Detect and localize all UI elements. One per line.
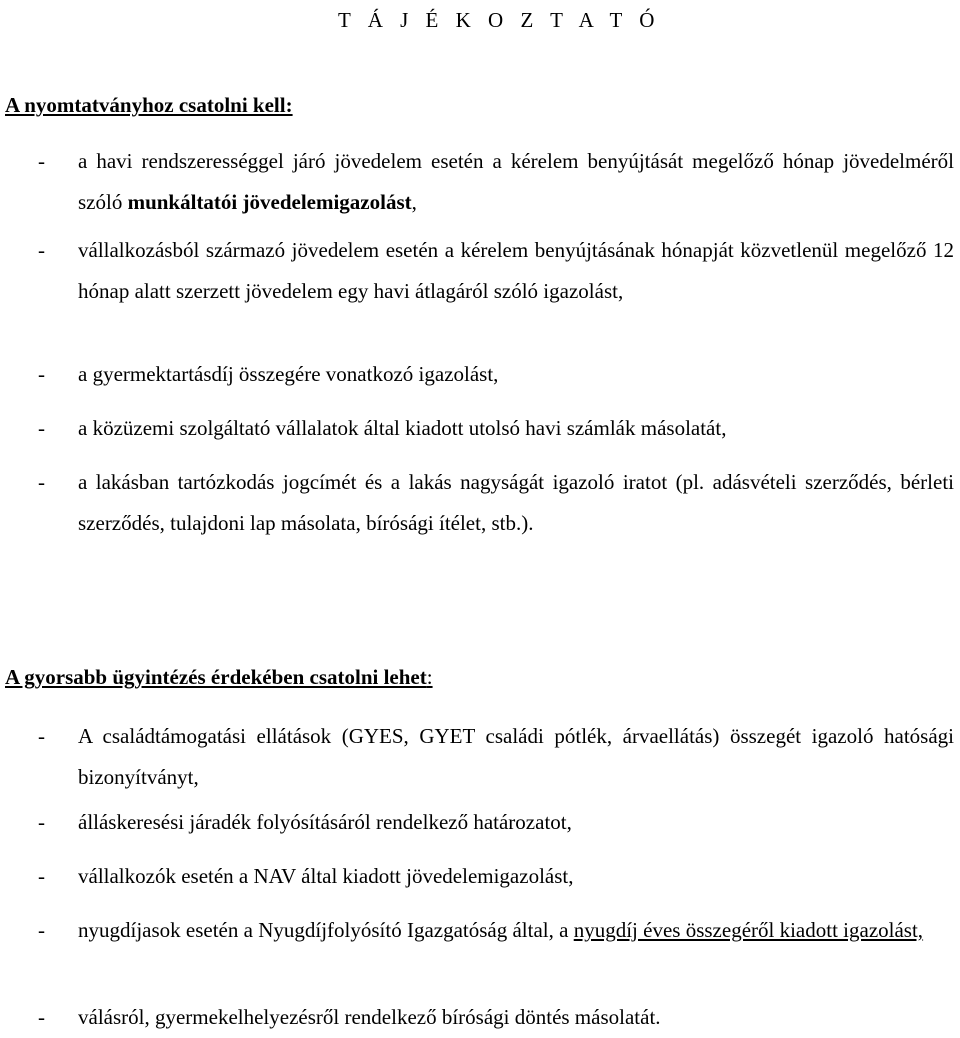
list-dash: - <box>38 362 45 386</box>
list-dash: - <box>38 1005 45 1029</box>
list-item <box>0 856 960 897</box>
list-item-text: vállalkozók esetén a NAV által kiadott jövedelemigazolást, <box>78 864 574 888</box>
document-title: T Á J É K O Z T A T Ó <box>338 8 661 32</box>
pension-amount-certificate: nyugdíj éves összegéről kiadott igazolást, <box>573 918 924 942</box>
employer-income-certificate: munkáltatói jövedelemigazolást <box>127 190 412 214</box>
list-item <box>0 230 960 312</box>
list-item <box>0 997 960 1038</box>
list-dash: - <box>38 810 45 834</box>
list-dash: - <box>38 864 45 888</box>
list-dash: - <box>38 416 45 440</box>
list-item <box>0 354 960 395</box>
list-item <box>0 910 960 951</box>
list-dash: - <box>38 238 45 262</box>
list-item <box>0 408 960 449</box>
list-item-text: válásról, gyermekelhelyezésről rendelkező bírósági döntés másolatát. <box>78 1005 661 1029</box>
list-item-text: a közüzemi szolgáltató vállalatok által kiadott utolsó havi számlák másolatát, <box>78 416 727 440</box>
list-item-text: a gyermektartásdíj összegére vonatkozó igazolást, <box>78 362 499 386</box>
list-dash: - <box>38 149 45 173</box>
list-dash: - <box>38 918 45 942</box>
section-required-heading: A nyomtatványhoz csatolni kell: <box>5 93 293 117</box>
list-item-text: a havi rendszerességgel járó jövedelem esetén a kérelem benyújtását megelőző hónap jövedelméről szóló munkáltatói jövedelemigazolást, <box>78 149 954 214</box>
section-optional-heading: A gyorsabb ügyintézés érdekében csatolni lehet: <box>5 665 433 689</box>
list-item <box>0 716 960 798</box>
list-item <box>0 462 960 544</box>
list-item <box>0 802 960 843</box>
list-dash: - <box>38 470 45 494</box>
list-item-text: nyugdíjasok esetén a Nyugdíjfolyósító Igazgatóság által, a nyugdíj éves összegéről kiadott igazolást, <box>78 918 924 942</box>
list-item-text: a lakásban tartózkodás jogcímét és a lakás nagyságát igazoló iratot (pl. adásvételi szerződés, bérleti szerződés, tulajdoni lap másolata, bírósági ítélet, stb.). <box>78 470 954 535</box>
list-item-text: álláskeresési járadék folyósításáról rendelkező határozatot, <box>78 810 572 834</box>
list-dash: - <box>38 724 45 748</box>
list-item <box>0 141 960 223</box>
list-item-text: vállalkozásból származó jövedelem esetén a kérelem benyújtásának hónapját közvetlenül megelőző 12 hónap alatt szerzett jövedelem egy havi átlagáról szóló igazolást, <box>78 238 954 303</box>
list-item-text: A családtámogatási ellátások (GYES, GYET családi pótlék, árvaellátás) összegét igazoló hatósági bizonyítványt, <box>78 724 954 789</box>
